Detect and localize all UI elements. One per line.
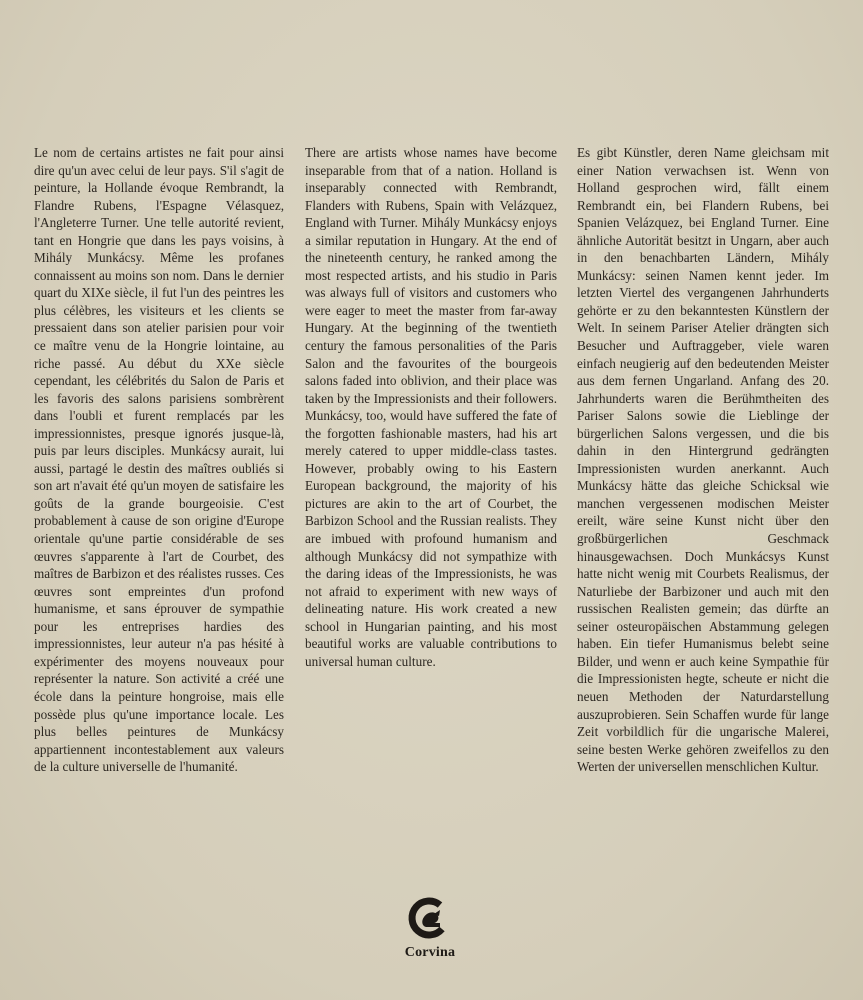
french-text-column: Le nom de certains artistes ne fait pour ainsi dire qu'un avec celui de leur pays. S'il s'agit de peinture, la Hollande évoque Rembrandt, la Flandre Rubens, l'Espagne Vélasquez, l'Angleterre Turner. Une telle autorité revient, tant en Hongrie que dans les pays voisins, à Mihály Munkácsy. Même les profanes connaissent au moins son nom. Dans le dernier quart du XIXe siècle, il fut l'un des peintres les plus célèbres, les visiteurs et les clients se pressaient dans son atelier parisien pour voir ce maître venu de la Hongrie lointaine, au riche passé. Au début du XXe siècle cependant, les célébrités du Salon de Paris et les favoris des salons parisiens sombrèrent dans l'oubli et furent remplacés par les impressionnistes, presque ignorés jusque-là, puis par leurs disciples. Munkácsy aurait, lui aussi, partagé le destin des maîtres oubliés si son art n'avait été qu'un moyen de satisfaire les goûts de la grande bourgeoisie. C'est probablement à cause de son origine d'Europe orientale qu'une partie considérable de ses œuvres s'apparente à l'art de Courbet, des maîtres de Barbizon et des réalistes russes. Ces œuvres sont empreintes d'un profond humanisme, et sans éprouver de sympathie pour les entreprises hardies des impressionnistes, leur auteur n'a pas hésité à expérimenter des moyens nouveaux pour représenter la nature. Son activité a créé une école dans la peinture hongroise, mais elle possède plus qu'une importance locale. Les plus belles peintures de Munkácsy appartiennent incontestablement aux valeurs de la culture universelle de l'humanité. bbox=[34, 145, 284, 775]
publisher-mark bbox=[390, 895, 470, 961]
publisher-name: Corvina bbox=[404, 945, 456, 960]
english-text-column: There are artists whose names have become inseparable from that of a nation. Holland is inseparably connected with Rembrandt, Flanders with Rubens, Spain with Velázquez, England with Turner. Mihály Munkácsy enjoys a similar reputation in Hungary. At the end of the nineteenth century, he ranked among the most respected artists, and his studio in Paris was always full of visitors and customers who were eager to meet the master from far-away Hungary. At the beginning of the twentieth century the famous personalities of the Paris Salon and the favourites of the bourgeois salons faded into oblivion, and their place was taken by the Impressionists and their followers. Munkácsy, too, would have suffered the fate of the forgotten fashionable masters, had his art merely catered to upper middle-class tastes. However, probably owing to his Eastern European background, the majority of his pictures are akin to the art of Courbet, the Barbizon School and the Russian realists. They are imbued with profound humanism and although Munkácsy did not sympathize with the daring ideas of the Impressionists, he was not afraid to experiment with new ways of delineating nature. His work created a new school in Hungarian painting, and his most beautiful works are valuable contributions to universal human culture. bbox=[305, 145, 557, 669]
corvina-logo-icon bbox=[404, 895, 456, 943]
german-text-column: Es gibt Künstler, deren Name gleichsam mit einer Nation verwachsen ist. Wenn von Holland gesprochen wird, fällt einem Rembrandt ein, bei Flandern Rubens, bei Spanien Velázquez, bei England Turner. Eine ähnliche Autorität besitzt in Ungarn, aber auch in den benachbarten Ländern, Mihály Munkácsy: seinen Namen kennt jeder. Im letzten Viertel des vergangenen Jahrhunderts gehörte er zu den bekanntesten Künstlern der Welt. In seinem Pariser Atelier drängten sich Besucher und Auftraggeber, viele waren einfach neugierig auf den bedeutenden Meister aus dem fernen Ungarland. Anfang des 20. Jahrhunderts waren die Berühmtheiten des Pariser Salons sowie die Lieblinge der bürgerlichen Salons vergessen, und die bis dahin in den Hintergrund gedrängten Impressionisten wurden anerkannt. Auch Munkácsy hätte das gleiche Schicksal wie manchen vergessenen modischen Meister ereilt, wäre seine Kunst nicht über den großbürgerlichen Geschmack hinausgewachsen. Doch Munkácsys Kunst hatte nicht wenig mit Courbets Realismus, der Naturliebe der Barbizoner und auch mit den russischen Realisten gemein; das dürfte an seiner osteuropäischen Abstammung gelegen haben. Ein tiefer Humanismus belebt seine Bilder, und wenn er auch keine Sympathie für die Impressionisten hegte, scheute er nicht die neuen Methoden der Naturdarstellung auszuprobieren. Sein Schaffen wurde für lange Zeit vorbildlich für die ungarische Malerei, seine besten Werke gehören zweifellos zu den Werten der universellen menschlichen Kultur. bbox=[577, 145, 829, 775]
